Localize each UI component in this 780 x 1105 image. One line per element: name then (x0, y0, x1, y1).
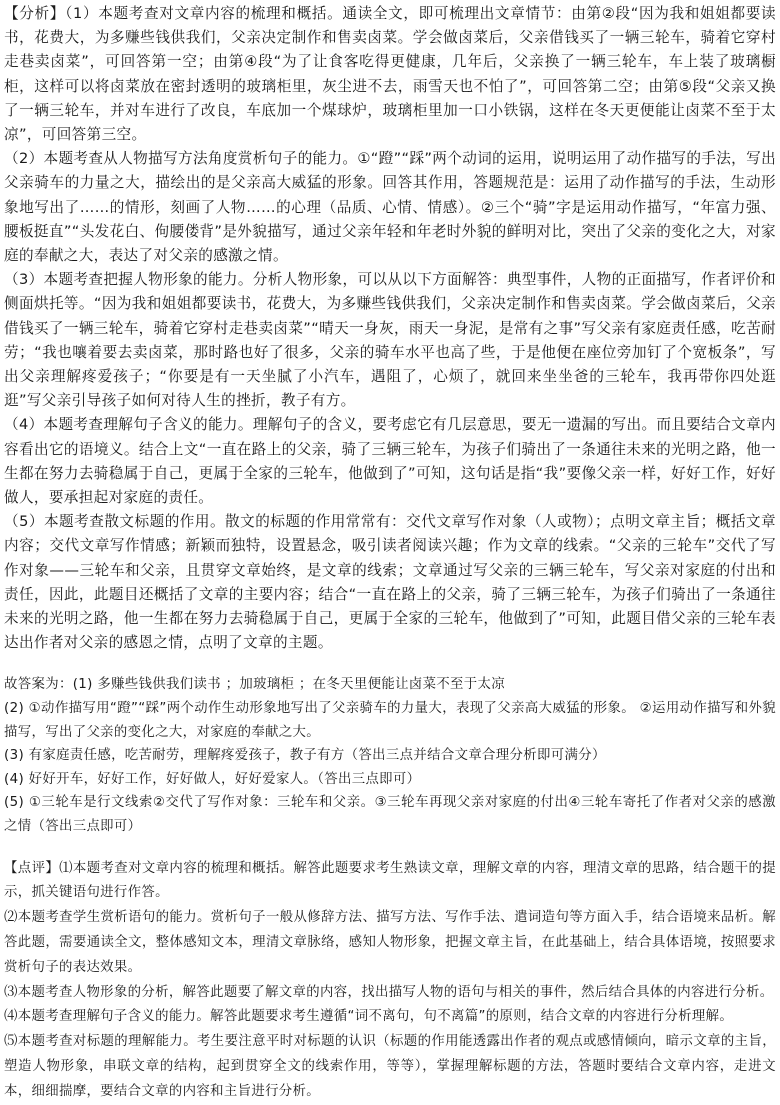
analysis-paragraph-5: （5）本题考查散文标题的作用。散文的标题的作用常常有：交代文章写作对象（人或物）；点明文章主旨；概括文章内容；交代文章写作情感；新颖而独特，设置悬念，吸引读者阅读兴趣；作为文章的线索。“父亲的三轮车”交代了写作对象——三轮车和父亲，且贯穿文章始终，是文章的线索；文章通过写父亲的三辆三轮车，写父亲对家庭的付出和责任，因此，此题目还概括了文章的主要内容；结合“一直在路上的父亲，骑了三辆三轮车，为孩子们骑出了一条通往未来的光明之路，他一生都在努力去骑稳属于自己，更属于全家的三轮车，他做到了”可知，此题目借父亲的三轮车表达出作者对父亲的感恩之情，点明了文章的主题。 (4, 513, 776, 652)
comment-section (4, 857, 776, 1105)
analysis-section (4, 2, 776, 655)
answer-line-1: 故答案为：(1) 多赚些钱供我们读书 ；加玻璃柜 ；在冬天里便能让卤菜不至于太凉 (4, 677, 506, 693)
comment-line-5: ⑸本题考查对标题的理解能力。考生要注意平时对标题的认识（标题的作用能透露出作者的观点或感情倾向，暗示文章的主旨，塑造人物形象，串联文章的结构，起到贯穿全文的线索作用，等等），掌握理解标题的方法，答题时要结合文章内容，走进文本，细细揣摩，要结合文章的内容和主旨进行分析。 (4, 1034, 776, 1099)
analysis-paragraph-2: （2）本题考查从人物描写方法角度赏析句子的能力。①“蹬”“踩”两个动词的运用，说明运用了动作描写的手法，写出父亲骑车的力量之大，描绘出的是父亲高大威猛的形象。回答其作用，答题规范是：运用了动作描写的手法，生动形象地写出了……的情形，刻画了人物……的心理（品质、心情、情感）。②三个“骑”字是运用动作描写，“年富力强、腰板挺直”“头发花白、佝腰偻背”是外貌描写，通过父亲年轻和年老时外貌的鲜明对比，突出了父亲的变化之大，对家庭的奉献之大，表达了对父亲的感激之情。 (4, 150, 777, 265)
comment-line-2: ⑵本题考查学生赏析语句的能力。赏析句子一般从修辞方法、描写方法、写作手法、遣词造句等方面入手，结合语境来品析。解答此题，需要通读全文，整体感知文本，理清文章脉络，感知人物形象，把握文章主旨，在此基础上，结合具体语境，按照要求赏析句子的表达效果。 (4, 910, 776, 975)
analysis-paragraph-1: 【分析】（1）本题考查对文章内容的梳理和概括。通读全文，即可梳理出文章情节：由第②段“因为我和姐姐都要读书，花费大，为多赚些钱供我们，父亲决定制作和售卖卤菜。学会做卤菜后，父亲借钱买了一辆三轮车，骑着它穿村走巷卖卤菜”，可回答第一空；由第④段“为了让食客吃得更健康，几年后，父亲换了一辆三轮车，车上装了玻璃橱柜，这样可以将卤菜放在密封透明的玻璃柜里，灰尘进不去，雨雪天也不怕了”，可回答第二空；由第⑤段“父亲又换了一辆三轮车，并对车进行了改良，车底加一个煤球炉，玻璃柜里加一口小铁锅，这样在冬天更便能让卤菜不至于太凉”，可回答第三空。 (4, 5, 776, 144)
analysis-paragraph-3: （3）本题考查把握人物形象的能力。分析人物形象，可以从以下方面解答：典型事件，人物的正面描写，作者评价和侧面烘托等。“因为我和姐姐都要读书，花费大，为多赚些钱供我们，父亲决定制作和售卖卤菜。学会做卤菜后，父亲借钱买了一辆三轮车，骑着它穿村走巷卖卤菜”“晴天一身灰，雨天一身泥，是常有之事”写父亲有家庭责任感，吃苦耐劳；“我也嚷着要去卖卤菜，那时路也好了很多，父亲的骑车水平也高了些，于是他便在座位旁加钉了个宽板条”，写出父亲理解疼爱孩子；“你要是有一天坐腻了小汽车，遇阻了，心烦了，就回来坐坐爸的三轮车，我再带你四处逛逛”写父亲引导孩子如何对待人生的挫折，教子有方。 (4, 271, 776, 410)
comment-line-3: ⑶本题考查人物形象的分析，解答此题要了解文章的内容，找出描写人物的语句与相关的事件，然后结合具体的内容进行分析。 (4, 984, 774, 1000)
answer-line-5: (5) ①三轮车是行文线索②交代了写作对象：三轮车和父亲。③三轮车再现父亲对家庭的付出④三轮车寄托了作者对父亲的感激之情（答出三点即可） (4, 795, 776, 835)
comment-line-1: 【点评】⑴本题考查对文章内容的梳理和概括。解答此题要求考生熟读文章，理解文章的内容，理清文章的思路，结合题干的提示，抓关键语句进行作答。 (4, 860, 776, 901)
comment-line-4: ⑷本题考查理解句子含义的能力。解答此题要求考生遵循“词不离句，句不离篇”的原则，结合文章的内容进行分析理解。 (4, 1009, 734, 1025)
answer-line-4: (4) 好好开车，好好工作，好好做人，好好爱家人。（答出三点即可） (4, 771, 421, 787)
answer-section (4, 673, 776, 838)
analysis-paragraph-4: （4）本题考查理解句子含义的能力。理解句子的含义，要考虑它有几层意思，要无一遗漏的写出。而且要结合文章内容看出它的语境义。结合上文“一直在路上的父亲，骑了三辆三轮车，为孩子们骑出了一条通往未来的光明之路，他一生都在努力去骑稳属于自己，更属于全家的三轮车，他做到了”可知，这句话是指“我”要像父亲一样，好好工作，好好做人，要承担起对家庭的责任。 (4, 416, 776, 507)
answer-line-3: (3) 有家庭责任感，吃苦耐劳，理解疼爱孩子，教子有方（答出三点并结合文章合理分析即可满分） (4, 748, 606, 764)
answer-line-2: (2) ①动作描写用“蹬”“踩”两个动作生动形象地写出了父亲骑车的力量大，表现了父亲高大威猛的形象。 ②运用动作描写和外貌描写，写出了父亲的变化之大，对家庭的奉献之大。 (4, 701, 776, 740)
